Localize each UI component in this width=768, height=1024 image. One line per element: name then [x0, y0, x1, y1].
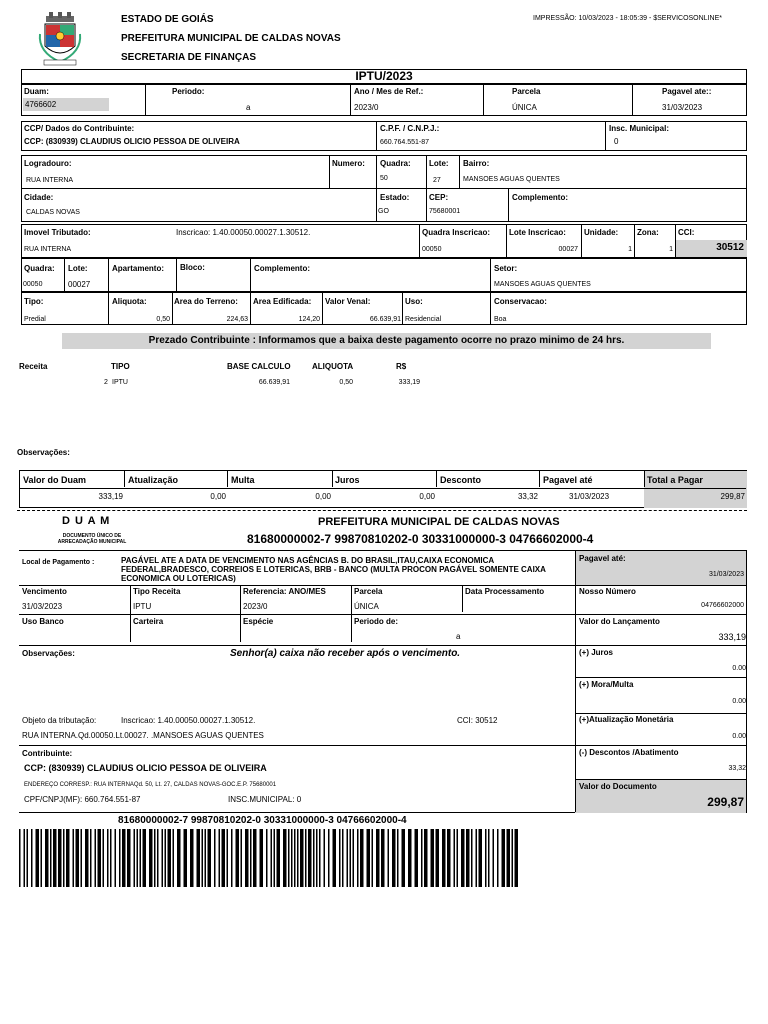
bairro-label: Bairro:	[463, 159, 490, 168]
totals-value-pagavel: 31/03/2023	[569, 492, 610, 501]
setor-value: MANSOES AGUAS QUENTES	[494, 281, 591, 288]
juros-label: (+) Juros	[579, 648, 614, 657]
logradouro-label: Logradouro:	[24, 159, 72, 168]
tipo-receita-label: Tipo Receita	[133, 587, 181, 596]
duam-parcela-value: ÚNICA	[354, 602, 379, 611]
department-name: SECRETARIA DE FINANÇAS	[121, 52, 257, 63]
descontos-label: (-) Descontos /Abatimento	[579, 748, 679, 757]
referencia-label: Referencia: ANO/MES	[243, 587, 326, 596]
quadra-2-value: 00050	[23, 281, 43, 288]
coat-of-arms	[36, 12, 84, 68]
row-contribuinte	[21, 121, 747, 151]
ano-value: 2023/0	[354, 103, 379, 112]
area-terreno-label: Area do Terreno:	[174, 297, 238, 306]
mora-label: (+) Mora/Multa	[579, 680, 634, 689]
uso-value: Residencial	[405, 316, 442, 323]
totals-label-desconto: Desconto	[440, 475, 482, 485]
totals-value-desconto: 33,32	[517, 492, 538, 501]
row-logradouro	[21, 155, 747, 189]
pagavel-label: Pagavel ate::	[662, 87, 712, 96]
cep-label: CEP:	[429, 193, 449, 202]
local-pagamento-label: Local de Pagamento :	[22, 559, 95, 566]
barcode	[19, 829, 519, 887]
uso-banco-label: Uso Banco	[22, 617, 64, 626]
bairro-value: MANSOES AGUAS QUENTES	[463, 176, 560, 183]
totals-label-pagavel: Pagavel até	[543, 475, 593, 485]
objeto-label: Objeto da tributação:	[22, 716, 97, 725]
conservacao-value: Boa	[494, 316, 507, 323]
objeto-inscricao: Inscricao: 1.40.00050.00027.1.30512.	[121, 716, 256, 725]
tipo-receita-value: IPTU	[133, 602, 152, 611]
lote-inscricao-label: Lote Inscricao:	[509, 228, 566, 237]
uso-label: Uso:	[405, 297, 423, 306]
area-edificada-value: 124,20	[298, 316, 320, 323]
quadra-value: 50	[380, 175, 388, 182]
periodo-label: Periodo:	[172, 87, 205, 96]
revenue-valor: 333,19	[398, 379, 420, 386]
atualizacao-label: (+)Atualização Monetária	[579, 715, 674, 724]
revenue-header-base: BASE CALCULO	[227, 362, 291, 371]
tipo-value: Predial	[24, 316, 46, 323]
especie-label: Espécie	[243, 617, 274, 626]
cidade-label: Cidade:	[24, 193, 54, 202]
conservacao-label: Conservacao:	[494, 297, 547, 306]
duam-line-code: 81680000002-7 99870810202-0 30331000000-3 04766602000-4	[247, 532, 594, 546]
title-bar	[21, 69, 747, 84]
duam-periodo-value: a	[456, 632, 461, 641]
zona-label: Zona:	[637, 228, 659, 237]
revenue-header-rs: R$	[396, 362, 407, 371]
totals-table	[19, 470, 747, 508]
revenue-header-receita: Receita	[19, 362, 48, 371]
notice-bar	[62, 333, 711, 349]
observacoes-label: Observações:	[17, 448, 70, 457]
city-hall-name: PREFEITURA MUNICIPAL DE CALDAS NOVAS	[121, 33, 341, 44]
descontos-value: 33,32	[728, 765, 746, 772]
pagavel-value: 31/03/2023	[662, 103, 703, 112]
quadra-2-label: Quadra:	[24, 264, 55, 273]
duam-obs-text: Senhor(a) caixa não receber após o vencimento.	[230, 648, 461, 659]
cut-line	[17, 510, 747, 511]
contribuinte-label: Contribuinte:	[22, 749, 73, 758]
complemento-2-label: Complemento:	[254, 264, 310, 273]
local-pagamento-text: PAGÁVEL ATE A DATA DE VENCIMENTO NAS AGÊNCIAS B. DO BRASIL,ITAU,CAIXA ECONOMICA FEDERAL,BRADESCO, CORREIOS E LOTERICAS, BRB - BANCO (MULTA PROCON PAGÁVEL SOMENTE CAIXA ECONOMICA OU LOTERICAS)	[121, 556, 546, 583]
tipo-label: Tipo:	[24, 297, 44, 306]
estado-label: Estado:	[380, 193, 410, 202]
valor-venal-label: Valor Venal:	[325, 297, 371, 306]
totals-label-juros: Juros	[335, 475, 360, 485]
imovel-value: RUA INTERNA	[24, 246, 72, 253]
contribuinte-insc: INSC.MUNICIPAL: 0	[228, 795, 302, 804]
print-info: IMPRESSÃO: 10/03/2023 - 18:05:39 - $SERVICOSONLINE*	[533, 15, 722, 22]
totals-label-atualizacao: Atualização	[128, 475, 179, 485]
objeto-endereco: RUA INTERNA.Qd.00050.Lt.00027. .MANSOES AGUAS QUENTES	[22, 731, 264, 740]
atualizacao-value: 0.00	[732, 733, 746, 740]
revenue-tipo: IPTU	[112, 379, 128, 386]
unidade-label: Unidade:	[584, 228, 619, 237]
notice-text: Prezado Contribuinte : Informamos que a baixa deste pagamento ocorre no prazo minimo de 24 hrs.	[148, 335, 625, 346]
aliquota-label: Aliquota:	[112, 297, 147, 306]
row-duam	[21, 84, 747, 116]
ano-label: Ano / Mes de Ref.:	[354, 87, 424, 96]
aliquota-value: 0,50	[156, 316, 170, 323]
complemento-label: Complemento:	[512, 193, 568, 202]
area-edificada-label: Area Edificada:	[253, 297, 312, 306]
totals-value-valor-duam: 333,19	[98, 492, 123, 501]
mora-value: 0.00	[732, 698, 746, 705]
duam-parcela-label: Parcela	[354, 587, 383, 596]
data-processamento-label: Data Processamento	[465, 587, 545, 596]
duam-title: D U A M	[62, 515, 111, 527]
area-terreno-value: 224,63	[226, 316, 248, 323]
totals-label-total: Total a Pagar	[647, 475, 703, 485]
totals-value-total: 299,87	[720, 492, 745, 501]
cci-label: CCI:	[678, 228, 695, 237]
valor-documento-label: Valor do Documento	[579, 782, 657, 791]
vencimento-value: 31/03/2023	[22, 602, 63, 611]
quadra-inscricao-label: Quadra Inscricao:	[422, 228, 491, 237]
estado-value: GO	[378, 208, 389, 215]
logradouro-value: RUA INTERNA	[26, 177, 74, 184]
setor-label: Setor:	[494, 264, 518, 273]
bloco-label: Bloco:	[180, 263, 205, 272]
duam-city-hall: PREFEITURA MUNICIPAL DE CALDAS NOVAS	[318, 516, 560, 528]
insc-value: 0	[614, 137, 619, 146]
contribuinte-value: CCP: (830939) CLAUDIUS OLICIO PESSOA DE OLIVEIRA	[24, 763, 267, 773]
valor-lancamento-value: 333,19	[718, 632, 746, 642]
cpf-value: 660.764.551-87	[380, 139, 430, 146]
row-imovel	[21, 224, 747, 258]
cpf-label: C.P.F. / C.N.P.J.:	[380, 124, 440, 133]
valor-venal-value: 66.639,91	[369, 316, 401, 323]
inscricao-value: Inscricao: 1.40.00050.00027.1.30512.	[176, 228, 311, 237]
referencia-value: 2023/0	[243, 602, 268, 611]
revenue-header-tipo: TIPO	[111, 362, 130, 371]
numero-label: Numero:	[332, 159, 365, 168]
totals-label-valor-duam: Valor do Duam	[23, 475, 87, 485]
duam-periodo-label: Periodo de:	[354, 617, 399, 626]
valor-lancamento-label: Valor do Lançamento	[579, 617, 660, 626]
state-name: ESTADO DE GOIÁS	[121, 14, 214, 25]
duam-form	[19, 550, 747, 813]
revenue-aliquota: 0,50	[339, 379, 353, 386]
duam-subtitle: DOCUMENTO ÚNICO DE ARRECADAÇÃO MUNICIPAL	[57, 533, 127, 545]
duam-obs-label: Observações:	[22, 649, 75, 658]
cidade-value: CALDAS NOVAS	[26, 209, 80, 216]
apartamento-label: Apartamento:	[112, 264, 165, 273]
row-tipo	[21, 292, 747, 325]
cep-value: 75680001	[429, 208, 461, 215]
lote-2-label: Lote:	[68, 264, 88, 273]
revenue-code: 2	[104, 379, 108, 386]
zona-value: 1	[669, 246, 673, 253]
ccp-label: CCP/ Dados do Contribuinte:	[24, 124, 135, 133]
lote-inscricao-value: 00027	[558, 246, 578, 253]
totals-value-multa: 0,00	[315, 492, 331, 501]
contribuinte-cpf: CPF/CNPJ(MF): 660.764.551-87	[24, 795, 141, 804]
lote-label: Lote:	[429, 159, 449, 168]
totals-value-juros: 0,00	[419, 492, 435, 501]
duam-pagavel-label: Pagavel até:	[579, 554, 626, 563]
objeto-cci: CCI: 30512	[457, 716, 498, 725]
parcela-value: ÚNICA	[512, 103, 537, 112]
revenue-header-aliquota: ALIQUOTA	[312, 362, 354, 371]
parcela-label: Parcela	[512, 87, 541, 96]
duam-label: Duam:	[24, 87, 49, 96]
lote-value: 27	[433, 177, 441, 184]
periodo-value: a	[246, 103, 251, 112]
quadra-inscricao-value: 00050	[422, 246, 442, 253]
document-title: IPTU/2023	[355, 69, 413, 83]
revenue-base: 66.639,91	[258, 379, 290, 386]
row-unidade	[21, 258, 747, 292]
juros-value: 0.00	[732, 665, 746, 672]
insc-label: Insc. Municipal:	[609, 124, 670, 133]
ccp-value: CCP: (830939) CLAUDIUS OLICIO PESSOA DE OLIVEIRA	[24, 137, 240, 146]
nosso-numero-value: 04766602000	[701, 602, 744, 609]
carteira-label: Carteira	[133, 617, 164, 626]
valor-documento-value: 299,87	[707, 795, 744, 809]
vencimento-label: Vencimento	[22, 587, 67, 596]
endereco-correspondencia: ENDEREÇO CORRESP.: RUA INTERNAQd. 50, Lt. 27, CALDAS NOVAS-GOC.E.P. 75680001	[24, 782, 277, 788]
imovel-label: Imovel Tributado:	[24, 228, 91, 237]
row-cidade	[21, 188, 747, 222]
unidade-value: 1	[628, 246, 632, 253]
nosso-numero-label: Nosso Número	[579, 587, 636, 596]
lote-2-value: 00027	[68, 280, 91, 289]
totals-value-atualizacao: 0,00	[210, 492, 226, 501]
totals-label-multa: Multa	[231, 475, 255, 485]
duam-pagavel-value: 31/03/2023	[708, 571, 744, 578]
barcode-text: 81680000002-7 99870810202-0 30331000000-3 04766602000-4	[118, 815, 407, 826]
duam-value: 4766602	[25, 100, 57, 109]
quadra-label: Quadra:	[380, 159, 411, 168]
cci-value: 30512	[716, 242, 744, 253]
